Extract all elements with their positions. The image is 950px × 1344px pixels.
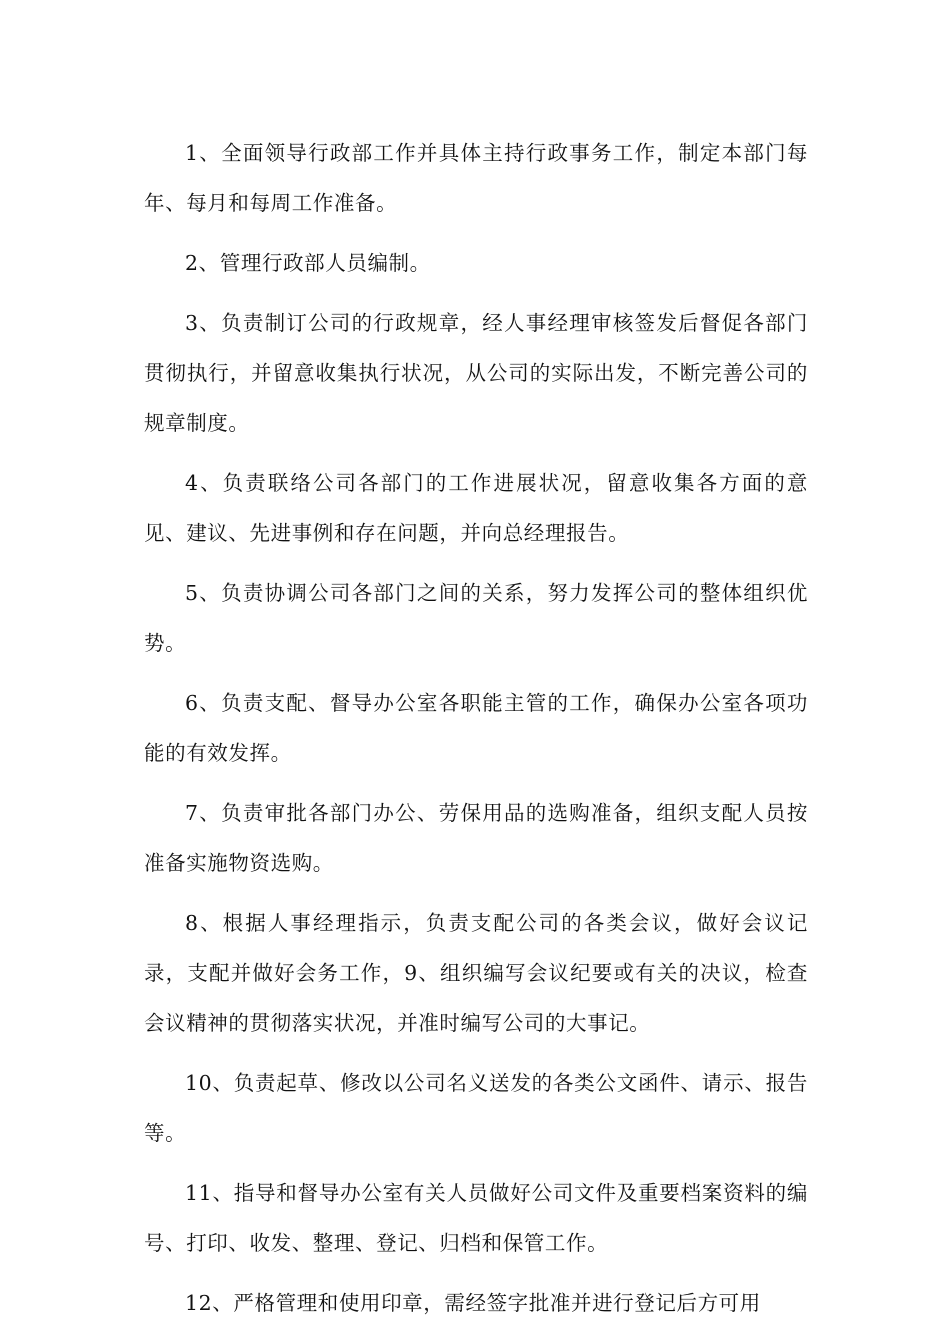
paragraph-7: 7、负责审批各部门办公、劳保用品的选购准备，组织支配人员按准备实施物资选购。 — [144, 801, 808, 875]
paragraph-12: 12、严格管理和使用印章，需经签字批准并进行登记后方可用 — [185, 1291, 761, 1315]
paragraph-4: 4、负责联络公司各部门的工作进展状况，留意收集各方面的意见、建议、先进事例和存在问题，并向总经理报告。 — [144, 471, 808, 545]
document-body — [144, 128, 808, 1338]
paragraph-1: 1、全面领导行政部工作并具体主持行政事务工作，制定本部门每年、每月和每周工作准备。 — [144, 141, 808, 215]
paragraph-10: 10、负责起草、修改以公司名义送发的各类公文函件、请示、报告等。 — [144, 1071, 808, 1145]
paragraph-8: 8、根据人事经理指示，负责支配公司的各类会议，做好会议记录，支配并做好会务工作，9、组织编写会议纪要或有关的决议，检查会议精神的贯彻落实状况，并准时编写公司的大事记。 — [144, 911, 808, 1035]
paragraph-6: 6、负责支配、督导办公室各职能主管的工作，确保办公室各项功能的有效发挥。 — [144, 691, 808, 765]
paragraph-2: 2、管理行政部人员编制。 — [185, 251, 431, 275]
paragraph-11: 11、指导和督导办公室有关人员做好公司文件及重要档案资料的编号、打印、收发、整理、登记、归档和保管工作。 — [144, 1181, 808, 1255]
paragraph-3: 3、负责制订公司的行政规章，经人事经理审核签发后督促各部门贯彻执行，并留意收集执行状况，从公司的实际出发，不断完善公司的规章制度。 — [144, 311, 808, 435]
paragraph-5: 5、负责协调公司各部门之间的关系，努力发挥公司的整体组织优势。 — [144, 581, 808, 655]
